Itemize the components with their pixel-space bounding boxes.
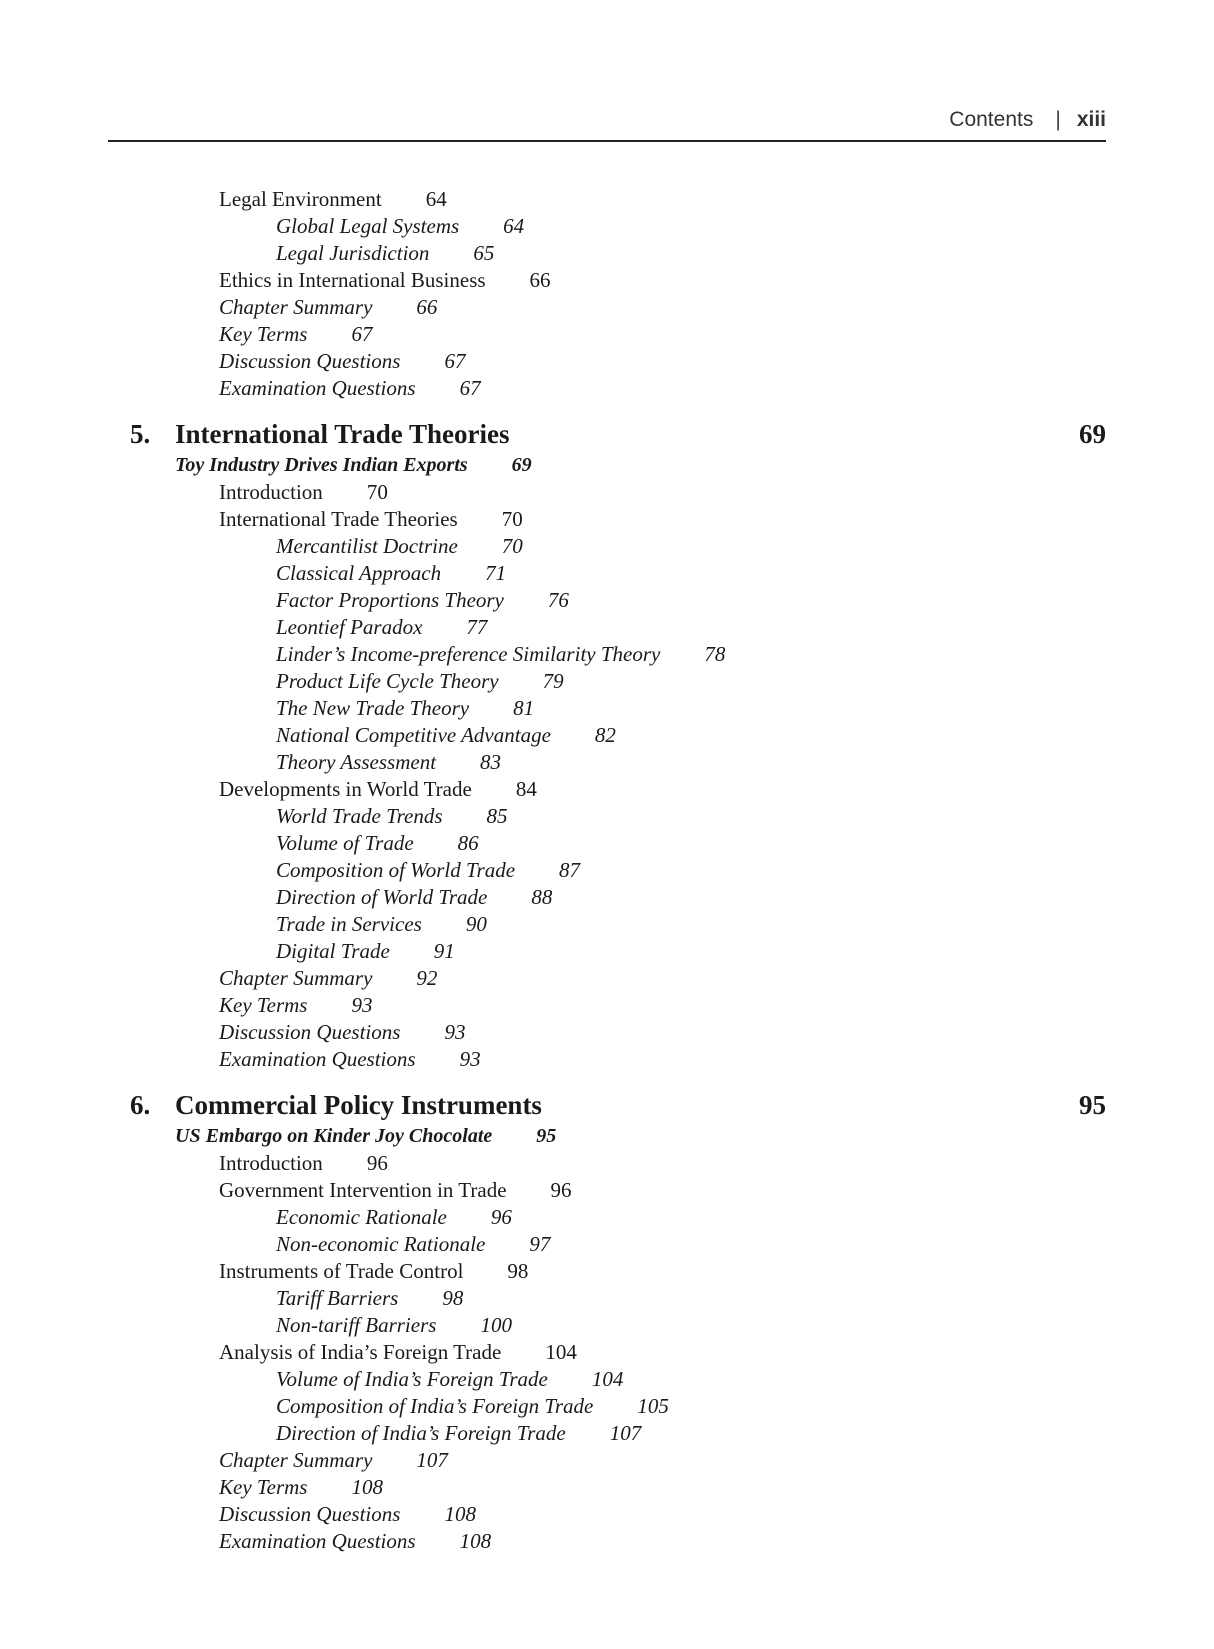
toc-entry-page: 96 <box>490 1205 512 1229</box>
toc-entry-page: 85 <box>486 804 508 828</box>
toc-entry-page: 83 <box>480 750 502 774</box>
case-study-entry[interactable] <box>130 452 1106 479</box>
toc-entry[interactable] <box>130 375 1106 402</box>
toc-entry-title: Factor Proportions Theory <box>276 588 504 612</box>
case-study-title: US Embargo on Kinder Joy Chocolate <box>175 1125 493 1147</box>
toc-entry-title: Volume of India’s Foreign Trade <box>276 1367 548 1391</box>
toc-entry[interactable] <box>130 479 1106 506</box>
toc-entry[interactable] <box>130 1231 1106 1258</box>
toc-entry-page: 97 <box>529 1232 551 1256</box>
toc-entry-page: 76 <box>547 588 569 612</box>
toc-entry[interactable] <box>130 1528 1106 1555</box>
toc-entry-page: 108 <box>351 1475 383 1499</box>
toc-entry[interactable] <box>130 992 1106 1019</box>
toc-entry-page: 64 <box>503 214 525 238</box>
case-study-page: 95 <box>536 1125 557 1147</box>
toc-entry-title: International Trade Theories <box>219 507 458 531</box>
chapter-title: Commercial Policy Instruments <box>175 1090 542 1120</box>
toc-entry[interactable] <box>130 1393 1106 1420</box>
toc-entry[interactable] <box>130 1258 1106 1285</box>
chapter-6-entries <box>130 1150 1106 1555</box>
toc-entry-title: Discussion Questions <box>219 349 401 373</box>
toc-entry[interactable] <box>130 1474 1106 1501</box>
toc-entry-page: 77 <box>466 615 488 639</box>
toc-entry[interactable] <box>130 1204 1106 1231</box>
toc-entry-page: 93 <box>444 1020 466 1044</box>
toc-entry[interactable] <box>130 240 1106 267</box>
toc-entry[interactable] <box>130 749 1106 776</box>
toc-entry-title: World Trade Trends <box>276 804 443 828</box>
toc-entry[interactable] <box>130 641 1106 668</box>
toc-entry-title: Key Terms <box>219 993 308 1017</box>
toc-entry-page: 86 <box>457 831 479 855</box>
toc-entry-page: 88 <box>531 885 553 909</box>
toc-entry-title: Key Terms <box>219 1475 308 1499</box>
toc-entry-page: 107 <box>609 1421 642 1445</box>
toc-entry[interactable] <box>130 321 1106 348</box>
toc-entry-title: Volume of Trade <box>276 831 414 855</box>
toc-entry-title: Examination Questions <box>219 1047 416 1071</box>
toc-entry-page: 93 <box>459 1047 481 1071</box>
toc-entry-page: 67 <box>444 349 466 373</box>
table-of-contents <box>130 186 1106 1555</box>
toc-entry-page: 84 <box>515 777 537 801</box>
case-study-title: Toy Industry Drives Indian Exports <box>175 454 468 476</box>
toc-section-continued <box>130 186 1106 402</box>
toc-entry[interactable] <box>130 186 1106 213</box>
toc-entry[interactable] <box>130 614 1106 641</box>
toc-entry-title: Key Terms <box>219 322 308 346</box>
toc-entry[interactable] <box>130 1046 1106 1073</box>
toc-entry-title: Examination Questions <box>219 376 416 400</box>
toc-entry[interactable] <box>130 668 1106 695</box>
toc-entry[interactable] <box>130 1177 1106 1204</box>
running-header <box>108 104 1106 142</box>
toc-entry-title: Legal Environment <box>219 187 382 211</box>
toc-entry-page: 79 <box>542 669 564 693</box>
toc-entry-page: 81 <box>513 696 535 720</box>
toc-entry-title: Mercantilist Doctrine <box>276 534 458 558</box>
toc-entry-page: 98 <box>442 1286 464 1310</box>
chapter-number: 5. <box>130 419 151 449</box>
toc-entry[interactable] <box>130 1312 1106 1339</box>
toc-entry-title: Product Life Cycle Theory <box>276 669 499 693</box>
toc-entry-title: Chapter Summary <box>219 295 373 319</box>
toc-entry-page: 92 <box>416 966 438 990</box>
toc-entry[interactable] <box>130 294 1106 321</box>
toc-entry-page: 100 <box>480 1313 512 1337</box>
toc-entry[interactable] <box>130 1019 1106 1046</box>
toc-entry-page: 70 <box>366 480 388 504</box>
toc-entry-title: Introduction <box>219 1151 323 1175</box>
toc-entry-page: 71 <box>485 561 507 585</box>
toc-entry-page: 104 <box>545 1340 577 1364</box>
toc-entry-page: 67 <box>459 376 481 400</box>
chapter-heading-6[interactable] <box>130 1085 1106 1125</box>
toc-entry[interactable] <box>130 695 1106 722</box>
chapter-heading-label <box>130 414 510 454</box>
toc-entry[interactable] <box>130 1285 1106 1312</box>
header-label: Contents <box>949 108 1034 131</box>
toc-entry-page: 107 <box>416 1448 448 1472</box>
toc-entry[interactable] <box>130 857 1106 884</box>
toc-entry-title: The New Trade Theory <box>276 696 470 720</box>
toc-entry[interactable] <box>130 722 1106 749</box>
case-study-entry[interactable] <box>130 1123 1106 1150</box>
chapter-heading-5[interactable] <box>130 414 1106 454</box>
case-study-page: 69 <box>511 454 532 476</box>
toc-entry[interactable] <box>130 560 1106 587</box>
toc-entry-title: Direction of India’s Foreign Trade <box>276 1421 566 1445</box>
toc-entry-page: 78 <box>704 642 726 666</box>
chapter-number: 6. <box>130 1090 151 1120</box>
toc-entry-page: 108 <box>444 1502 476 1526</box>
header-page-number: xiii <box>1076 108 1106 131</box>
toc-entry-title: Trade in Services <box>276 912 422 936</box>
toc-entry-title: Instruments of Trade Control <box>219 1259 464 1283</box>
toc-entry-page: 96 <box>550 1178 572 1202</box>
toc-entry-title: Analysis of India’s Foreign Trade <box>219 1340 502 1364</box>
toc-entry[interactable] <box>130 776 1106 803</box>
chapter-title: International Trade Theories <box>175 419 510 449</box>
toc-entry[interactable] <box>130 1447 1106 1474</box>
toc-entry-title: Examination Questions <box>219 1529 416 1553</box>
header-text <box>949 108 1106 132</box>
toc-entry-page: 82 <box>594 723 616 747</box>
toc-entry-title: Leontief Paradox <box>276 615 423 639</box>
toc-entry[interactable] <box>130 587 1106 614</box>
toc-entry-title: Developments in World Trade <box>219 777 472 801</box>
toc-entry[interactable] <box>130 506 1106 533</box>
toc-entry[interactable] <box>130 965 1106 992</box>
toc-entry-title: Ethics in International Business <box>219 268 486 292</box>
toc-entry-title: Tariff Barriers <box>276 1286 399 1310</box>
toc-entry[interactable] <box>130 267 1106 294</box>
toc-entry-page: 67 <box>351 322 373 346</box>
toc-entry-title: Chapter Summary <box>219 1448 373 1472</box>
toc-entry-title: Composition of India’s Foreign Trade <box>276 1394 594 1418</box>
toc-entry-title: Theory Assessment <box>276 750 437 774</box>
toc-entry-title: National Competitive Advantage <box>276 723 551 747</box>
toc-entry-title: Introduction <box>219 480 323 504</box>
toc-entry-page: 108 <box>459 1529 492 1553</box>
toc-entry[interactable] <box>130 1501 1106 1528</box>
toc-entry-page: 91 <box>433 939 455 963</box>
toc-entry-title: Composition of World Trade <box>276 858 516 882</box>
toc-entry-page: 98 <box>507 1259 529 1283</box>
toc-entry-title: Non-economic Rationale <box>276 1232 486 1256</box>
chapter-heading-label <box>130 1085 542 1125</box>
toc-entry[interactable] <box>130 830 1106 857</box>
toc-entry-page: 66 <box>416 295 438 319</box>
toc-entry-page: 105 <box>637 1394 669 1418</box>
toc-entry-title: Discussion Questions <box>219 1502 401 1526</box>
toc-entry-page: 66 <box>529 268 551 292</box>
toc-entry-title: Government Intervention in Trade <box>219 1178 507 1202</box>
toc-entry-title: Discussion Questions <box>219 1020 401 1044</box>
toc-entry-page: 65 <box>473 241 495 265</box>
toc-entry-title: Classical Approach <box>276 561 442 585</box>
toc-entry-page: 70 <box>501 507 523 531</box>
toc-entry-title: Digital Trade <box>276 939 390 963</box>
header-separator: | <box>1055 108 1061 131</box>
toc-entry[interactable] <box>130 1420 1106 1447</box>
toc-entry-title: Chapter Summary <box>219 966 373 990</box>
toc-entry-page: 93 <box>351 993 373 1017</box>
toc-entry[interactable] <box>130 213 1106 240</box>
toc-entry[interactable] <box>130 533 1106 560</box>
toc-entry[interactable] <box>130 348 1106 375</box>
toc-entry-page: 96 <box>366 1151 388 1175</box>
chapter-page: 95 <box>1079 1090 1106 1120</box>
toc-entry-title: Linder’s Income-preference Similarity Theory <box>276 642 661 666</box>
toc-entry-title: Direction of World Trade <box>276 885 488 909</box>
toc-entry-page: 70 <box>501 534 523 558</box>
toc-entry[interactable] <box>130 938 1106 965</box>
toc-entry[interactable] <box>130 803 1106 830</box>
toc-entry-title: Global Legal Systems <box>276 214 460 238</box>
toc-entry-page: 104 <box>591 1367 624 1391</box>
toc-entry[interactable] <box>130 1366 1106 1393</box>
toc-entry[interactable] <box>130 1339 1106 1366</box>
toc-entry-page: 64 <box>425 187 447 211</box>
toc-entry[interactable] <box>130 1150 1106 1177</box>
toc-entry[interactable] <box>130 884 1106 911</box>
toc-entry-page: 90 <box>465 912 487 936</box>
toc-entry-title: Non-tariff Barriers <box>276 1313 437 1337</box>
toc-entry[interactable] <box>130 911 1106 938</box>
chapter-page: 69 <box>1079 419 1106 449</box>
toc-entry-title: Economic Rationale <box>276 1205 447 1229</box>
chapter-5-entries <box>130 479 1106 1073</box>
toc-entry-page: 87 <box>559 858 581 882</box>
toc-entry-title: Legal Jurisdiction <box>276 241 430 265</box>
